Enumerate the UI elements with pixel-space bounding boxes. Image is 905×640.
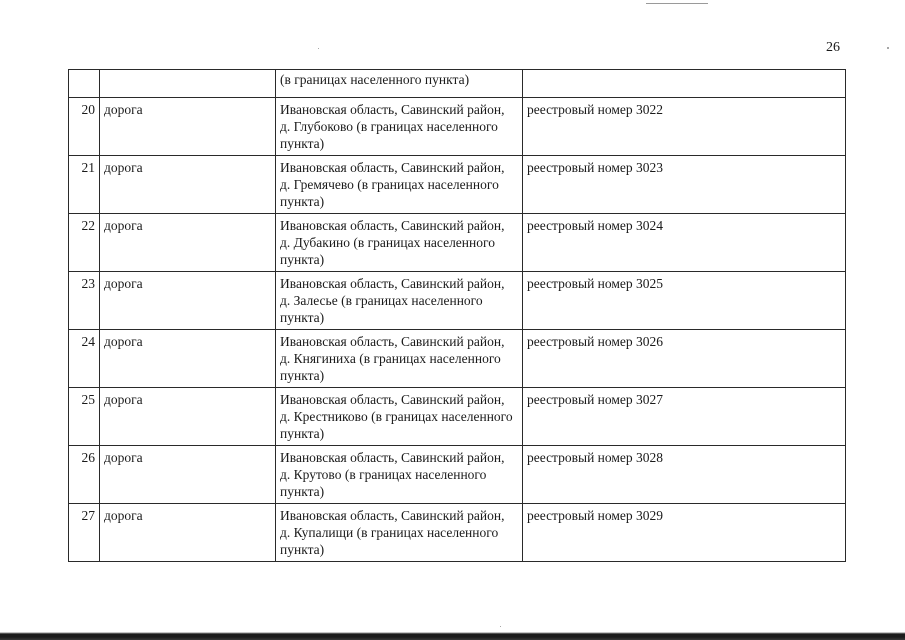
scan-speck — [887, 47, 889, 49]
cell-registry-number: реестровый номер 3029 — [523, 504, 846, 562]
cell-registry-number: реестровый номер 3025 — [523, 272, 846, 330]
cell-number: 27 — [69, 504, 100, 562]
cell-address: Ивановская область, Савинский район, д. Крутово (в границах населенного пункта) — [276, 446, 523, 504]
scan-speck — [318, 48, 319, 49]
cell-address: Ивановская область, Савинский район, д. Глубоково (в границах населенного пункта) — [276, 98, 523, 156]
cell-number: 25 — [69, 388, 100, 446]
cell-object-type: дорога — [100, 330, 276, 388]
cell-registry-number: реестровый номер 3027 — [523, 388, 846, 446]
table-row — [69, 272, 846, 330]
table-row — [69, 98, 846, 156]
cell-registry-number: реестровый номер 3023 — [523, 156, 846, 214]
registry-table — [68, 69, 846, 562]
scan-speck — [500, 626, 501, 627]
table-row — [69, 156, 846, 214]
table-row — [69, 330, 846, 388]
cell-address: Ивановская область, Савинский район, д. Купалищи (в границах населенного пункта) — [276, 504, 523, 562]
cell-number: 26 — [69, 446, 100, 504]
table-row — [69, 214, 846, 272]
cell-registry-number: реестровый номер 3026 — [523, 330, 846, 388]
cell-object-type: дорога — [100, 504, 276, 562]
cell-address: Ивановская область, Савинский район, д. Залесье (в границах населенного пункта) — [276, 272, 523, 330]
cell-registry-number: реестровый номер 3022 — [523, 98, 846, 156]
cell-address: (в границах населенного пункта) — [276, 70, 523, 98]
cell-registry-number: реестровый номер 3024 — [523, 214, 846, 272]
cell-address: Ивановская область, Савинский район, д. Дубакино (в границах населенного пункта) — [276, 214, 523, 272]
cell-object-type: дорога — [100, 98, 276, 156]
cell-object-type: дорога — [100, 156, 276, 214]
cell-number: 23 — [69, 272, 100, 330]
page-number: 26 — [826, 40, 840, 55]
cell-number: 20 — [69, 98, 100, 156]
cell-number: 24 — [69, 330, 100, 388]
table-row-continuation — [69, 70, 846, 98]
cell-object-type: дорога — [100, 446, 276, 504]
cell-address: Ивановская область, Савинский район, д. Княгиниха (в границах населенного пункта) — [276, 330, 523, 388]
cell-number — [69, 70, 100, 98]
cell-number: 21 — [69, 156, 100, 214]
cell-registry-number: реестровый номер 3028 — [523, 446, 846, 504]
cell-object-type: дорога — [100, 214, 276, 272]
scan-artifact-line — [646, 3, 708, 4]
scan-bottom-edge — [0, 632, 905, 640]
cell-object-type: дорога — [100, 272, 276, 330]
cell-address: Ивановская область, Савинский район, д. Гремячево (в границах населенного пункта) — [276, 156, 523, 214]
table-row — [69, 388, 846, 446]
cell-address: Ивановская область, Савинский район, д. Крестниково (в границах населенного пункта) — [276, 388, 523, 446]
cell-object-type: дорога — [100, 388, 276, 446]
table-row — [69, 446, 846, 504]
cell-object-type — [100, 70, 276, 98]
cell-number: 22 — [69, 214, 100, 272]
table-row — [69, 504, 846, 562]
cell-registry-number — [523, 70, 846, 98]
